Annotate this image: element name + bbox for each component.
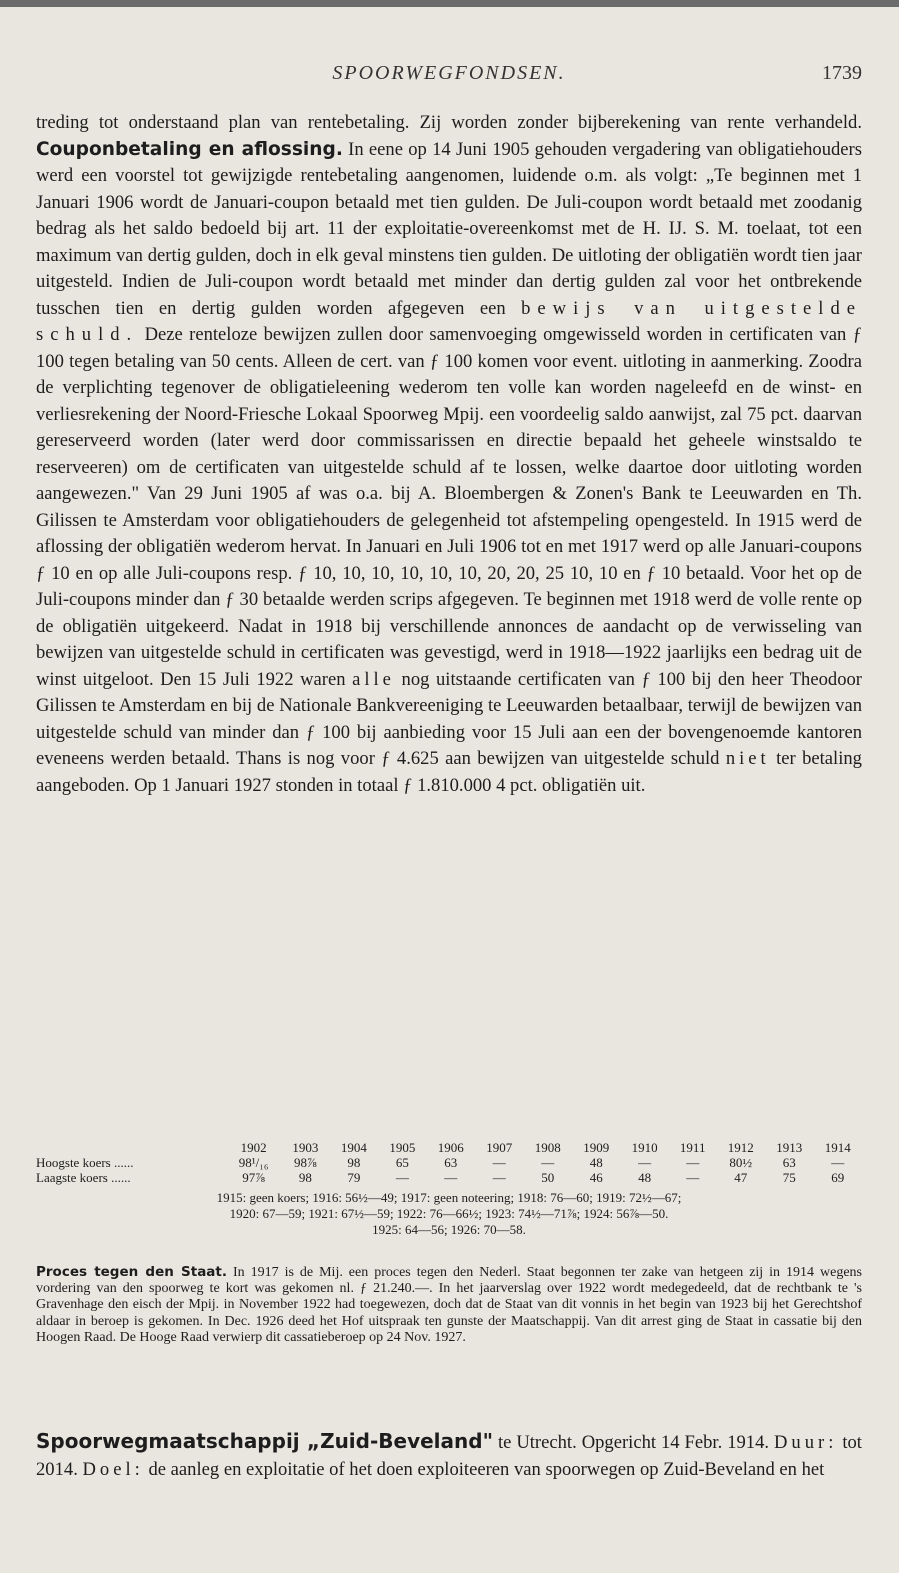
value-cell: 47 bbox=[734, 1170, 748, 1185]
value-cell: 63 bbox=[782, 1155, 796, 1170]
quotes-note-line: 1920: 67—59; 1921: 67½—59; 1922: 76—66½; 1923: 74½—71⅞; 1924: 56⅞—50. bbox=[229, 1206, 669, 1221]
quotes-table bbox=[36, 1140, 862, 1185]
value-cell: 69 bbox=[831, 1170, 845, 1185]
text-run: ter betaling aangeboden. Op 1 Januari 1927 stonden in totaal ƒ 1.810.000 4 pct. obligatiën uit. bbox=[36, 748, 862, 796]
year-cell: 1909 bbox=[583, 1140, 610, 1155]
year-cell: 1912 bbox=[727, 1140, 754, 1155]
coupon-paragraph bbox=[36, 110, 862, 799]
company-paragraph bbox=[36, 1428, 862, 1483]
section-heading-lawsuit: Proces tegen den Staat. bbox=[36, 1264, 227, 1280]
quotes-note-line: 1925: 64—56; 1926: 70—58. bbox=[372, 1222, 526, 1237]
value-cell: 98¹/₁₆ bbox=[238, 1155, 269, 1170]
value-cell: 46 bbox=[589, 1170, 603, 1185]
value-cell: 48 bbox=[589, 1155, 603, 1170]
year-cell: 1908 bbox=[534, 1140, 561, 1155]
lawsuit-paragraph bbox=[36, 1264, 862, 1346]
text-run: treding tot onderstaand plan van rentebetaling. Zij worden zonder bijberekening van rente verhandeld. bbox=[36, 112, 862, 133]
quotes-note-line: 1915: geen koers; 1916: 56½—49; 1917: geen noteering; 1918: 76—60; 1919: 72½—67; bbox=[216, 1190, 682, 1205]
text-run: tot 2014. bbox=[36, 1432, 862, 1480]
year-cell: 1914 bbox=[824, 1140, 851, 1155]
value-cell: 80½ bbox=[729, 1155, 753, 1170]
year-cell: 1902 bbox=[240, 1140, 267, 1155]
year-cell: 1907 bbox=[486, 1140, 513, 1155]
quotes-year-row bbox=[36, 1140, 862, 1155]
value-cell: 75 bbox=[782, 1170, 796, 1185]
page-header bbox=[36, 62, 862, 92]
text-run: nog uitstaande certificaten van ƒ 100 bij den heer Theodoor Gilissen te Amsterdam en bij de Nationale Bankvereeniging te Leeuwarden betaalbaar, terwijl de bewijzen van uitgestelde schuld van minder dan ƒ 100 bij aanbieding voor 15 Juli aan een der bovengenoemde kantoren eveneens werden betaald. Thans is nog voor ƒ 4.625 aan bewijzen van uitgestelde schuld bbox=[36, 668, 862, 769]
text-run: Deze renteloze bewijzen zullen door samenvoeging omgewisseld worden in certificaten van ƒ 100 tegen betaling van 50 cents. Alleen de cert. van ƒ 100 komen voor event. uitloting in aanmerking. Zoodra de verplichting tegenover de obligatieleening wederom ten volle kan worden nageleefd en de winst- en verliesrekening der Noord-Friesche Lokaal Spoorweg Mpij. een voordeelig saldo aanwijst, zal 75 pct. daarvan gereserveerd worden (later werd door commissarissen en directie bepaald het geheele winstsaldo te reserveeren) om de certificaten van uitgestelde schuld af te lossen, welke daartoe door uitloting worden aangewezen." Van 29 Juni 1905 af was o.a. bij A. Bloembergen & Zonen's Bank te Leeuwarden en Th. Gilissen te Amsterdam voor obligatiehouders de gelegenheid tot afstempeling opengesteld. In 1915 werd de aflossing der obligatiën wederom hervat. In Januari en Juli 1906 tot en met 1917 werd op alle Januari-coupons ƒ 10 en op alle Juli-coupons resp. ƒ 10, 10, 10, 10, 10, 10, 20, 20, 25 10, 10 en ƒ 10 betaald. Voor het op de Juli-coupons minder dan ƒ 30 betaalde werden scrips afgegeven. Te beginnen met 1918 werd de volle rente op de obligatiën uitgekeerd. Nadat in 1918 bij verschillende annonces de aandacht op de verwisseling van bewijzen van uitgestelde schuld in certificaten was gevestigd, werd in 1918—1922 jaarlijks een bedrag uit de winst uitgeloot. Den 15 Juli 1922 waren bbox=[36, 324, 863, 690]
company-heading: Spoorwegmaatschappij „Zuid-Beveland" bbox=[36, 1429, 494, 1453]
table-corner bbox=[36, 1140, 226, 1155]
year-cell: 1904 bbox=[340, 1140, 367, 1155]
year-cell: 1905 bbox=[389, 1140, 416, 1155]
section-heading-coupon: Couponbetaling en aflossing. bbox=[36, 138, 343, 160]
value-cell: — bbox=[638, 1155, 652, 1170]
value-cell: 50 bbox=[541, 1170, 555, 1185]
value-cell: — bbox=[395, 1170, 409, 1185]
value-cell: 98 bbox=[298, 1170, 312, 1185]
value-cell: — bbox=[444, 1170, 458, 1185]
row-label: Laagste koers ...... bbox=[36, 1170, 131, 1185]
value-cell: — bbox=[686, 1170, 700, 1185]
text-run: de aanleg en exploitatie of het doen exploiteeren van spoorwegen op Zuid-Beveland en het bbox=[148, 1458, 825, 1480]
spaced-emphasis: Doel: bbox=[82, 1458, 144, 1480]
year-cell: 1913 bbox=[776, 1140, 803, 1155]
value-cell: — bbox=[492, 1170, 506, 1185]
year-cell: 1903 bbox=[292, 1140, 319, 1155]
scan-edge bbox=[0, 0, 899, 7]
table-row bbox=[36, 1155, 862, 1170]
value-cell: 79 bbox=[347, 1170, 361, 1185]
value-cell: 97⅞ bbox=[242, 1170, 265, 1185]
text-run: In eene op 14 Juni 1905 gehouden vergadering van obligatiehouders werd een voorstel tot gewijzigde rentebetaling aangenomen, luidende o.m. als volgt: „Te beginnen met 1 Januari 1906 wordt de Januari-coupon betaald met tien gulden. De Juli-coupon wordt betaald met zoodanig bedrag als het saldo bedoeld bij art. 11 der exploitatie-overeenkomst met de H. IJ. S. M. toelaat, tot een maximum van dertig gulden, doch in elk geval minstens tien gulden. De uitloting der obligatiën wordt tien jaar uitgesteld. Indien de Juli-coupon wordt betaald met minder dan dertig gulden zal voor het ontbrekende tusschen tien en dertig gulden worden afgegeven een bbox=[36, 138, 862, 319]
value-cell: 48 bbox=[638, 1170, 652, 1185]
year-cell: 1911 bbox=[679, 1140, 706, 1155]
year-cell: 1906 bbox=[437, 1140, 464, 1155]
value-cell: — bbox=[492, 1155, 506, 1170]
spaced-emphasis: bewijs van uitgestelde schuld. bbox=[36, 297, 862, 345]
row-label: Hoogste koers ...... bbox=[36, 1155, 134, 1170]
spaced-emphasis: Duur: bbox=[774, 1432, 838, 1453]
value-cell: 98⅞ bbox=[294, 1155, 317, 1170]
value-cell: 65 bbox=[395, 1155, 409, 1170]
value-cell: 63 bbox=[444, 1155, 458, 1170]
running-title: SPOORWEGFONDSEN. bbox=[332, 62, 566, 84]
page-number: 1739 bbox=[822, 62, 862, 84]
quotes-notes bbox=[36, 1190, 862, 1238]
value-cell: — bbox=[541, 1155, 555, 1170]
text-run: In 1917 is de Mij. een proces tegen den Nederl. Staat begonnen ter zake van hetgeen zij in 1914 wegens vordering van den spoorweg te kort was gekomen nl. ƒ 21.240.—. In het jaarverslag over 1922 wordt medegedeeld, dat de rechtbank te 's Gravenhage den eisch der Mpij. in November 1922 had toegewezen, doch dat de Staat van dit vonnis in het begin van 1923 bij het Gerechtshof aldaar in beroep is gekomen. In Dec. 1926 deed het Hof uitspraak ten gunste der Maatschappij. Van dit arrest ging de Staat in cassatie bij den Hoogen Raad. De Hooge Raad verwierp dit cassatieberoep op 24 Nov. 1927. bbox=[36, 1265, 862, 1345]
spaced-emphasis: niet bbox=[725, 748, 770, 769]
value-cell: — bbox=[686, 1155, 700, 1170]
year-cell: 1910 bbox=[631, 1140, 658, 1155]
text-run: te Utrecht. Opgericht 14 Febr. 1914. bbox=[497, 1432, 770, 1453]
value-cell: — bbox=[831, 1155, 845, 1170]
table-row bbox=[36, 1170, 862, 1185]
value-cell: 98 bbox=[347, 1155, 361, 1170]
spaced-emphasis: alle bbox=[352, 668, 395, 690]
